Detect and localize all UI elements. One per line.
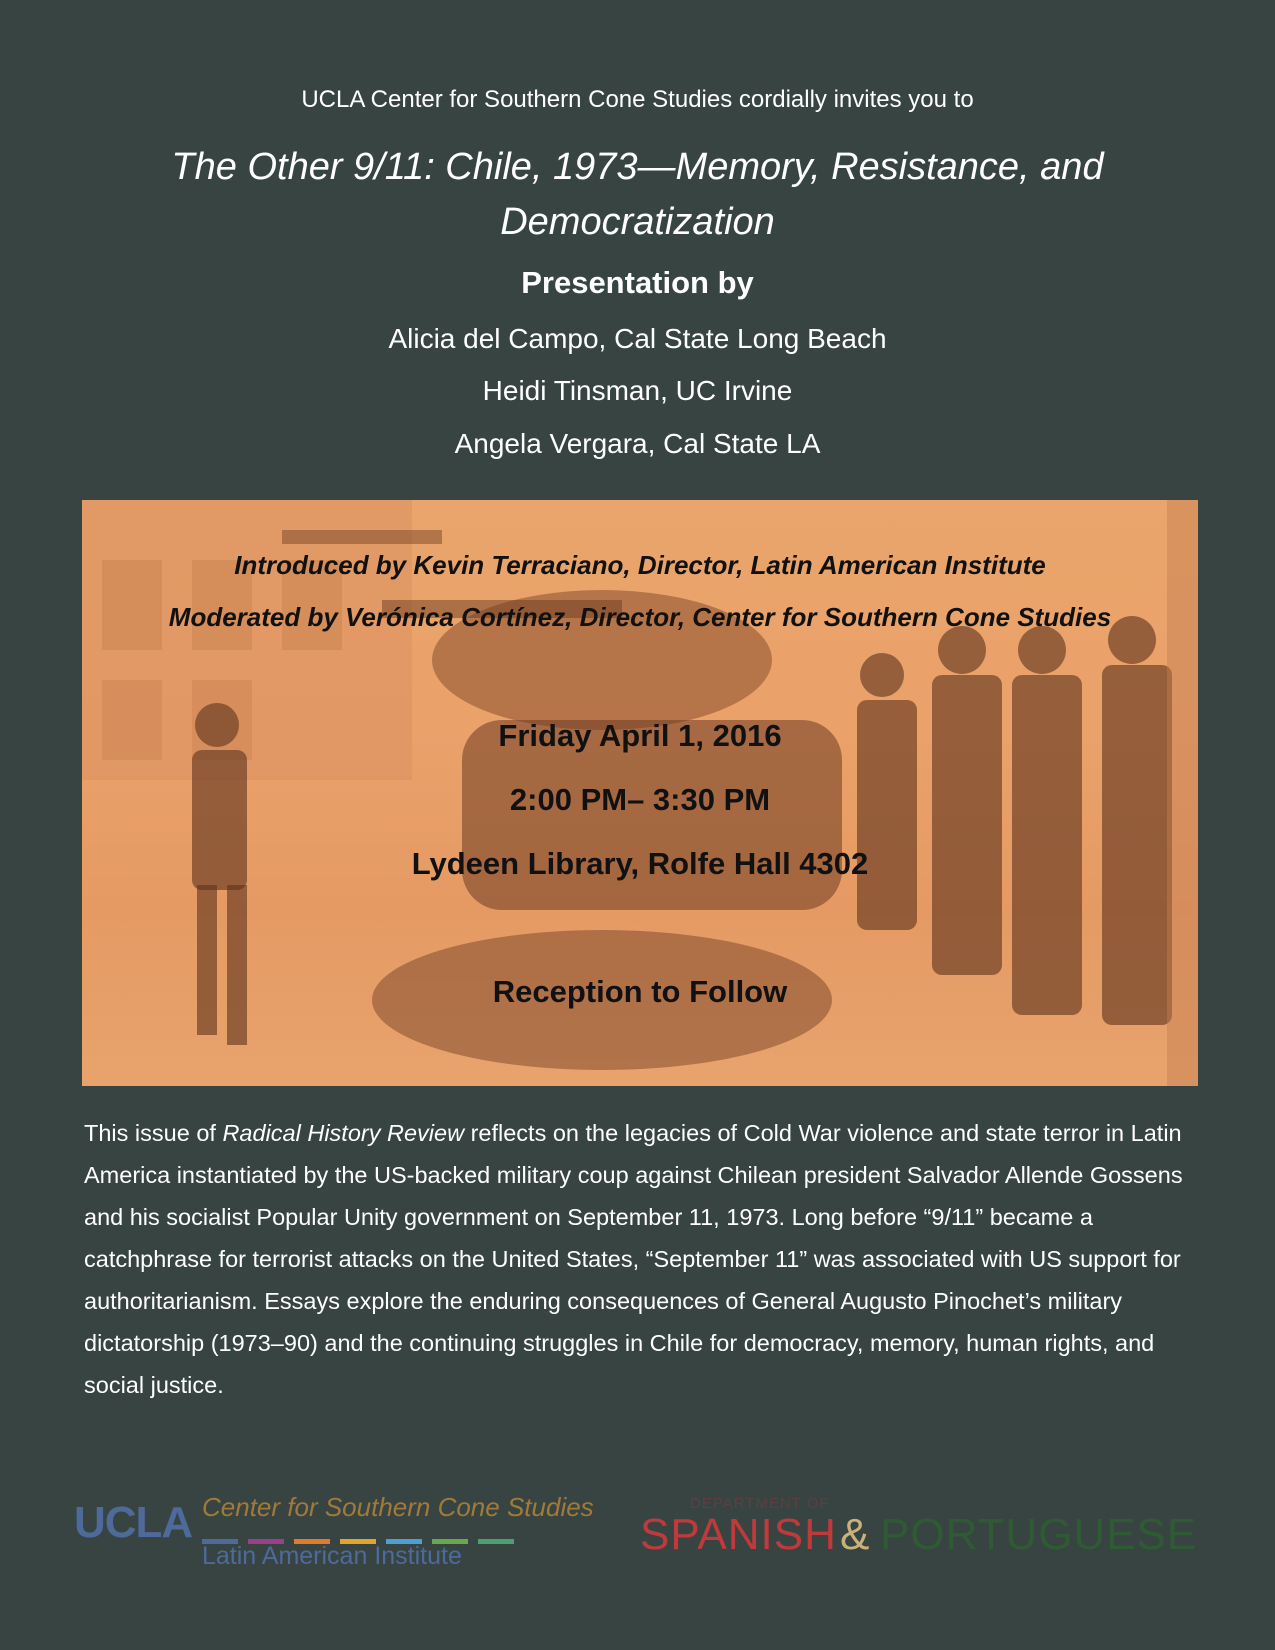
description-body: reflects on the legacies of Cold War violence and state terror in Latin America instantiated by the US-backed military coup against Chilean president Salvador Allende Gossens and his socialist Popular Unity government on September 11, 1973. Long before “9/11” became a catchphrase for terrorist attacks on the United States, “September 11” was associated with US support for authoritarianism. Essays explore the enduring consequences of General Augusto Pinochet’s military dictatorship (1973–90) and the continuing struggles in Chile for democracy, memory, human rights, and social justice. bbox=[84, 1120, 1183, 1398]
moderated-by: Moderated by Verónica Cortínez, Director, Center for Southern Cone Studies bbox=[168, 602, 1112, 632]
introduced-by: Introduced by Kevin Terraciano, Director, Latin American Institute bbox=[234, 550, 1046, 580]
dept-ampersand: & bbox=[840, 1510, 870, 1559]
invite-line: UCLA Center for Southern Cone Studies cordially invites you to bbox=[301, 86, 974, 113]
event-time: 2:00 PM– 3:30 PM bbox=[509, 782, 771, 817]
event-location: Lydeen Library, Rolfe Hall 4302 bbox=[411, 846, 869, 881]
description-paragraph bbox=[84, 1112, 1204, 1406]
description-prefix: This issue of bbox=[84, 1120, 223, 1146]
ucla-logo: UCLA bbox=[74, 1498, 193, 1547]
presenter-1: Alicia del Campo, Cal State Long Beach bbox=[388, 323, 887, 354]
event-photo-panel bbox=[82, 500, 1198, 1086]
presentation-by-heading: Presentation by bbox=[521, 265, 754, 300]
event-date: Friday April 1, 2016 bbox=[498, 718, 782, 753]
presenter-3: Angela Vergara, Cal State LA bbox=[454, 428, 821, 459]
dept-spanish-logo: SPANISH bbox=[640, 1510, 837, 1559]
event-title: The Other 9/11: Chile, 1973—Memory, Resistance, and Democratization bbox=[171, 146, 1104, 243]
reception-note: Reception to Follow bbox=[492, 974, 788, 1009]
logo-bar-6 bbox=[478, 1539, 514, 1544]
dept-portuguese-logo: PORTUGUESE bbox=[880, 1510, 1198, 1559]
department-of-label: DEPARTMENT OF bbox=[690, 1495, 830, 1512]
logo-color-bars bbox=[202, 1531, 526, 1537]
institute-logo-text: Latin American Institute bbox=[202, 1542, 462, 1570]
presenter-2: Heidi Tinsman, UC Irvine bbox=[482, 375, 793, 406]
journal-title: Radical History Review bbox=[222, 1120, 465, 1146]
center-logo-text: Center for Southern Cone Studies bbox=[202, 1492, 594, 1522]
